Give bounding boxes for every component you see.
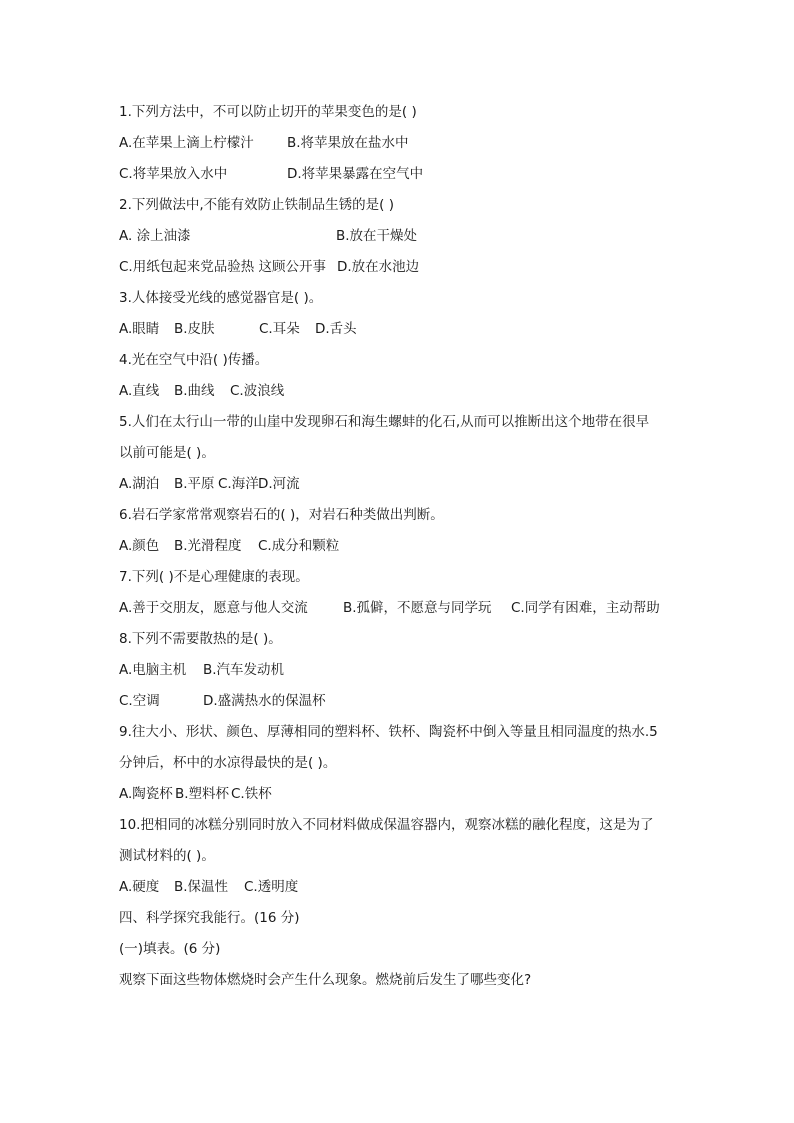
question-1-stem: 1.下列方法中，不可以防止切开的苹果变色的是( ) <box>119 104 417 120</box>
question-9-stem-line-1: 9.往大小、形状、颜色、厚薄相同的塑料杯、铁杯、陶瓷杯中倒入等量且相同温度的热水.5 <box>119 724 658 740</box>
question-7-stem: 7.下列( )不是心理健康的表现。 <box>119 569 309 585</box>
q1-option-b: B.将苹果放在盐水中 <box>287 135 409 151</box>
section-4-instruction: 观察下面这些物体燃烧时会产生什么现象。燃烧前后发生了哪些变化? <box>119 972 532 988</box>
q8-option-a: A.电脑主机 <box>119 662 187 678</box>
question-1-options-row-2 <box>119 162 679 193</box>
q5-option-d: D.河流 <box>258 476 300 492</box>
q4-option-a: A.直线 <box>119 383 160 399</box>
q10-option-b: B.保温性 <box>174 879 229 895</box>
question-5-options <box>119 472 679 503</box>
question-5-stem-line-2: 以前可能是( )。 <box>119 445 215 461</box>
q3-option-a: A.眼睛 <box>119 321 160 337</box>
q2-option-c: C.用纸包起来党品验热 这顾公开事 <box>119 259 327 275</box>
question-2-options-row-1 <box>119 224 679 255</box>
q8-option-c: C.空调 <box>119 693 160 709</box>
q4-option-c: C.波浪线 <box>230 383 285 399</box>
question-3-stem: 3.人体接受光线的感觉器官是( )。 <box>119 290 323 306</box>
question-10-stem-line-1: 10.把相同的冰糕分别同时放入不同材料做成保温容器内，观察冰糕的融化程度，这是为了 <box>119 817 654 833</box>
q8-option-b: B.汽车发动机 <box>203 662 285 678</box>
q10-option-a: A.硬度 <box>119 879 160 895</box>
q5-option-b: B.平原 <box>174 476 215 492</box>
q10-option-c: C.透明度 <box>244 879 299 895</box>
question-3-options <box>119 317 679 348</box>
question-2-stem: 2.下列做法中,不能有效防止铁制品生锈的是( ) <box>119 197 394 213</box>
q9-option-c: C.铁杯 <box>231 786 272 802</box>
question-6-options <box>119 534 679 565</box>
q6-option-b: B.光滑程度 <box>174 538 242 554</box>
question-5-stem-line-1: 5.人们在太行山一带的山崖中发现卵石和海生螺蚌的化石,从而可以推断出这个地带在很早 <box>119 414 650 430</box>
question-8-options-row-1 <box>119 658 679 689</box>
q2-option-d: D.放在水池边 <box>337 259 420 275</box>
question-6-stem: 6.岩石学家常常观察岩石的( )，对岩石种类做出判断。 <box>119 507 444 523</box>
q8-option-d: D.盛满热水的保温杯 <box>203 693 326 709</box>
question-10-options <box>119 875 679 906</box>
q7-option-c: C.同学有困难，主动帮助 <box>511 600 660 616</box>
q3-option-b: B.皮肤 <box>174 321 215 337</box>
section-4-subheading: (一)填表。(6 分) <box>119 941 221 957</box>
q2-option-a: A. 涂上油漆 <box>119 228 191 244</box>
question-1-options-row-1 <box>119 131 679 162</box>
q2-option-b: B.放在干燥处 <box>336 228 418 244</box>
question-9-stem-line-2: 分钟后，杯中的水凉得最快的是( )。 <box>119 755 337 771</box>
q3-option-c: C.耳朵 <box>259 321 300 337</box>
question-4-options <box>119 379 679 410</box>
q1-option-c: C.将苹果放入水中 <box>119 166 228 182</box>
q9-option-b: B.塑料杯 <box>175 786 230 802</box>
q9-option-a: A.陶瓷杯 <box>119 786 173 802</box>
question-10-stem-line-2: 测试材料的( )。 <box>119 848 215 864</box>
question-9-options <box>119 782 679 813</box>
q6-option-a: A.颜色 <box>119 538 160 554</box>
question-8-options-row-2 <box>119 689 679 720</box>
q1-option-a: A.在苹果上滴上柠檬汁 <box>119 135 254 151</box>
question-list <box>119 100 679 999</box>
question-7-options <box>119 596 679 627</box>
q5-option-a: A.湖泊 <box>119 476 160 492</box>
question-2-options-row-2 <box>119 255 679 286</box>
section-4-title: 四、科学探究我能行。(16 分) <box>119 910 300 926</box>
q7-option-a: A.善于交朋友，愿意与他人交流 <box>119 600 308 616</box>
q7-option-b: B.孤僻，不愿意与同学玩 <box>343 600 492 616</box>
q4-option-b: B.曲线 <box>174 383 215 399</box>
question-4-stem: 4.光在空气中沿( )传播。 <box>119 352 269 368</box>
q6-option-c: C.成分和颗粒 <box>258 538 340 554</box>
question-8-stem: 8.下列不需要散热的是( )。 <box>119 631 282 647</box>
q1-option-d: D.将苹果暴露在空气中 <box>287 166 424 182</box>
q5-option-c: C.海洋 <box>218 476 259 492</box>
q3-option-d: D.舌头 <box>315 321 357 337</box>
